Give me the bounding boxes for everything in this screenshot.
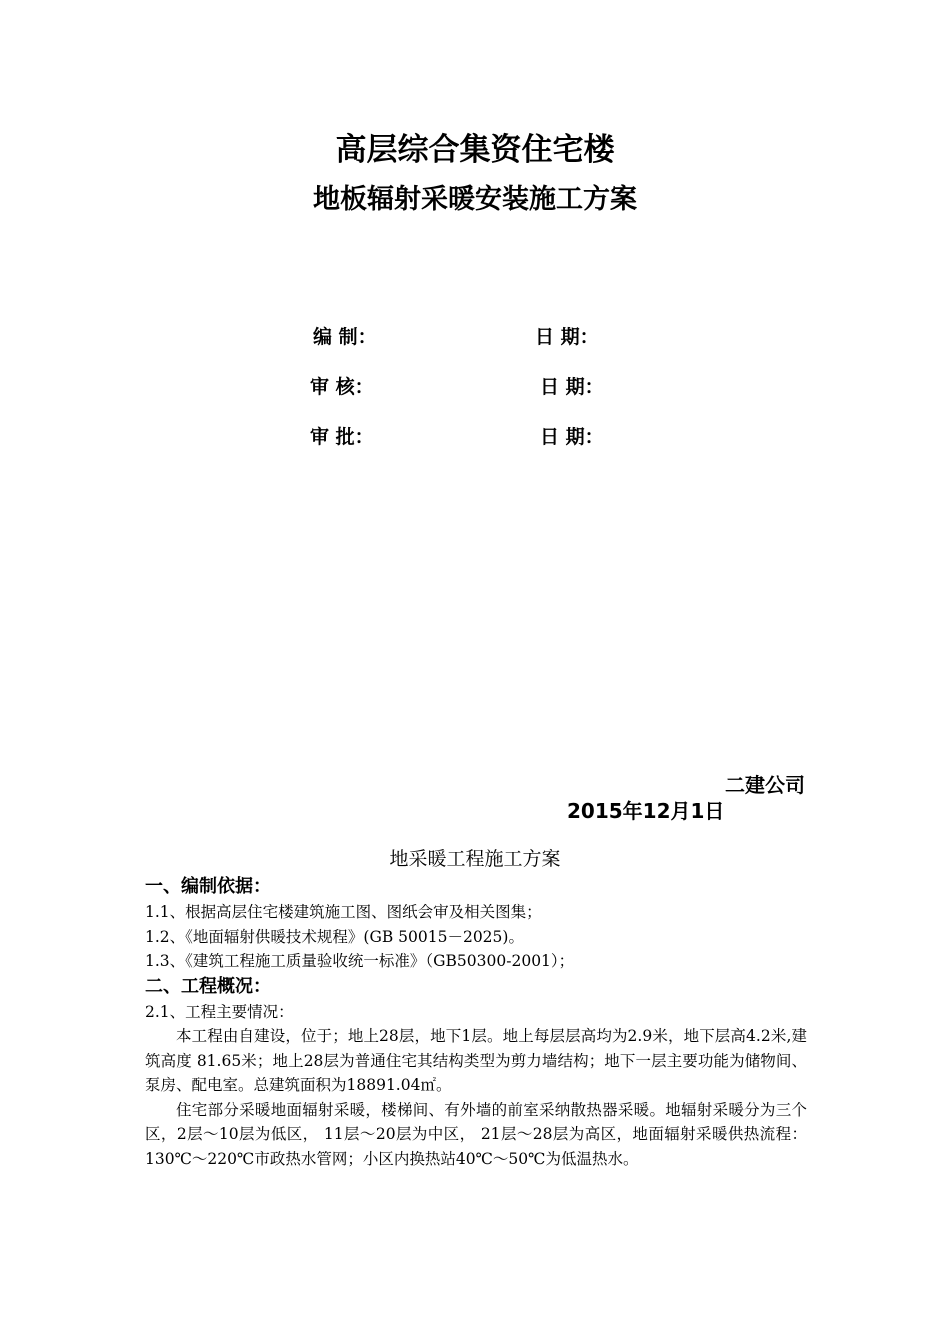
signature-role-review: 审 核：	[310, 376, 374, 398]
signature-role-compile: 编 制：	[313, 326, 377, 348]
sub-heading-main-info: 2.1、工程主要情况：	[145, 1002, 294, 1021]
overview-paragraph-1: 本工程由自建设，位于；地上28层，地下1层。地上每层层高均为2.9米，地下层高4.2米,建筑高度 81.65米；地上28层为普通住宅其结构类型为剪力墙结构；地下一层主要功能为储物间、泵房、配电室。总建筑面积为18891.04㎡。	[145, 1027, 807, 1094]
basis-item: 1.1、根据高层住宅楼建筑施工图、图纸会审及相关图集；	[145, 903, 542, 921]
signature-date-approve: 日 期：	[540, 426, 604, 448]
signature-date-review: 日 期：	[540, 376, 604, 398]
overview-paragraph-2: 住宅部分采暖地面辐射采暖，楼梯间、有外墙的前室采纳散热器采暖。地辐射采暖分为三个区，2层～10层为低区， 11层～20层为中区， 21层～28层为高区，地面辐射采暖供热流程：130℃～220℃市政热水管网；小区内换热站40℃～50℃为低温热水。	[145, 1100, 807, 1168]
document-body	[145, 874, 807, 1171]
cover-title-line2: 地板辐射采暖安装施工方案	[313, 184, 637, 215]
signature-date-compile: 日 期：	[535, 326, 599, 348]
company-name: 二建公司	[725, 773, 805, 797]
signature-role-approve: 审 批：	[310, 426, 374, 448]
basis-item: 1.3、《建筑工程施工质量验收统一标准》（GB50300-2001）；	[145, 952, 575, 970]
document-title: 地采暖工程施工方案	[389, 848, 561, 870]
cover-title-line1: 高层综合集资住宅楼	[335, 132, 615, 168]
section-heading-overview: 二、工程概况：	[145, 975, 271, 997]
section-heading-basis: 一、编制依据：	[145, 876, 271, 897]
cover-date: 2015年12月1日	[567, 799, 725, 823]
basis-item: 1.2、《地面辐射供暖技术规程》(GB 50015－2025)。	[145, 927, 524, 946]
